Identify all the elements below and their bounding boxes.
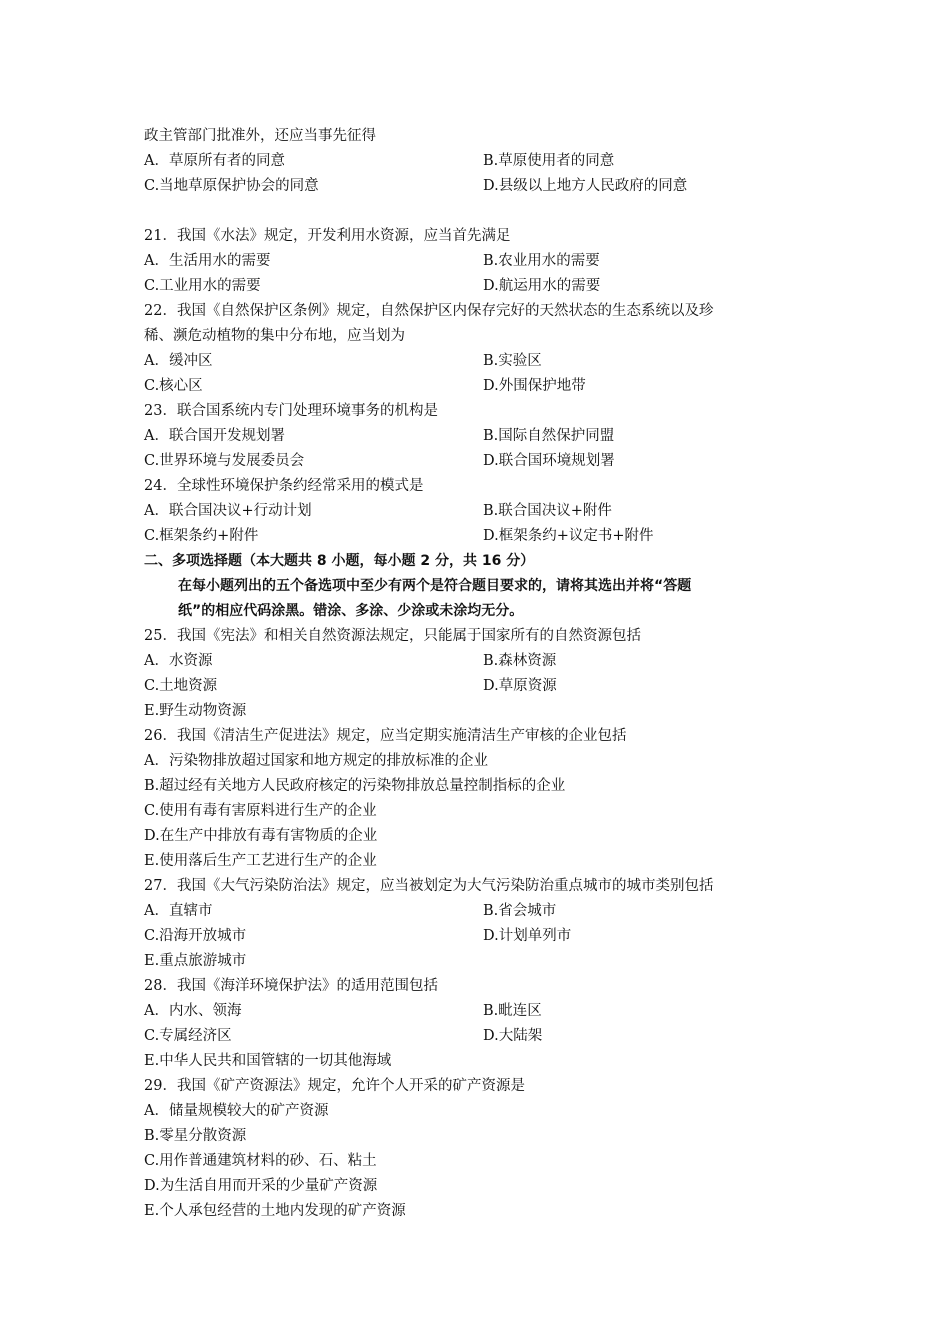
q29-option-c: C.用作普通建筑材料的砂、石、粘土 (144, 1153, 377, 1169)
section2-instruction-line2: 纸”的相应代码涂黑。错涂、多涂、少涂或未涂均无分。 (178, 603, 524, 619)
q22-stem-line2: 稀、濒危动植物的集中分布地，应当划为 (144, 328, 405, 344)
spacer (144, 199, 824, 224)
q20-options-row1 (144, 149, 824, 174)
q25-option-a: A．水资源 (144, 653, 213, 669)
q24-option-b: B.联合国决议+附件 (483, 503, 612, 519)
q23-option-d: D.联合国环境规划署 (483, 453, 615, 469)
q25-stem: 25．我国《宪法》和相关自然资源法规定，只能属于国家所有的自然资源包括 (144, 628, 641, 644)
q27-stem: 27．我国《大气污染防治法》规定，应当被划定为大气污染防治重点城市的城市类别包括 (144, 878, 714, 894)
q26-option-e: E.使用落后生产工艺进行生产的企业 (144, 853, 377, 869)
q25-option-b: B.森林资源 (483, 653, 557, 669)
q22-options-row1 (144, 349, 824, 374)
section2-heading: 二、多项选择题（本大题共 8 小题，每小题 2 分，共 16 分） (144, 553, 535, 569)
q20-option-d: D.县级以上地方人民政府的同意 (483, 178, 688, 194)
q29-option-d: D.为生活自用而开采的少量矿产资源 (144, 1178, 378, 1194)
q27-option-c: C.沿海开放城市 (144, 928, 247, 944)
q29-stem: 29．我国《矿产资源法》规定，允许个人开采的矿产资源是 (144, 1078, 525, 1094)
q24-stem: 24．全球性环境保护条约经常采用的模式是 (144, 478, 424, 494)
q27-options-row2 (144, 924, 824, 949)
q22-options-row2 (144, 374, 824, 399)
q25-options-row1 (144, 649, 824, 674)
q22-option-c: C.核心区 (144, 378, 203, 394)
q26-stem: 26．我国《清洁生产促进法》规定，应当定期实施清洁生产审核的企业包括 (144, 728, 627, 744)
q21-option-c: C.工业用水的需要 (144, 278, 261, 294)
q26-option-c: C.使用有毒有害原料进行生产的企业 (144, 803, 377, 819)
q21-stem: 21．我国《水法》规定，开发利用水资源，应当首先满足 (144, 228, 511, 244)
q23-stem: 23．联合国系统内专门处理环境事务的机构是 (144, 403, 438, 419)
q28-option-d: D.大陆架 (483, 1028, 543, 1044)
q28-option-e: E.中华人民共和国管辖的一切其他海域 (144, 1053, 392, 1069)
q27-options-row1 (144, 899, 824, 924)
q27-option-d: D.计划单列市 (483, 928, 572, 944)
q26-option-d: D.在生产中排放有毒有害物质的企业 (144, 828, 378, 844)
q27-option-b: B.省会城市 (483, 903, 557, 919)
q23-options-row1 (144, 424, 824, 449)
q20-option-b: B.草原使用者的同意 (483, 153, 615, 169)
q24-option-a: A．联合国决议+行动计划 (144, 503, 312, 519)
q28-stem: 28．我国《海洋环境保护法》的适用范围包括 (144, 978, 438, 994)
exam-content (144, 124, 824, 1224)
q23-options-row2 (144, 449, 824, 474)
q26-option-a: A．污染物排放超过国家和地方规定的排放标准的企业 (144, 753, 488, 769)
q24-option-d: D.框架条约+议定书+附件 (483, 528, 654, 544)
q27-option-a: A．直辖市 (144, 903, 213, 919)
section2-instruction-line1: 在每小题列出的五个备选项中至少有两个是符合题目要求的，请将其选出并将“答题 (178, 578, 692, 594)
q29-option-e: E.个人承包经营的土地内发现的矿产资源 (144, 1203, 406, 1219)
q21-option-a: A．生活用水的需要 (144, 253, 271, 269)
q24-options-row2 (144, 524, 824, 549)
q22-stem-line1: 22．我国《自然保护区条例》规定，自然保护区内保存完好的天然状态的生态系统以及珍 (144, 303, 714, 319)
q25-options-row2 (144, 674, 824, 699)
q25-option-e: E.野生动物资源 (144, 703, 247, 719)
q28-options-row1 (144, 999, 824, 1024)
q20-options-row2 (144, 174, 824, 199)
q23-option-a: A．联合国开发规划署 (144, 428, 285, 444)
q21-option-b: B.农业用水的需要 (483, 253, 600, 269)
q20-option-a: A．草原所有者的同意 (144, 153, 285, 169)
q28-option-a: A．内水、领海 (144, 1003, 242, 1019)
q25-option-c: C.土地资源 (144, 678, 218, 694)
q28-option-c: C.专属经济区 (144, 1028, 232, 1044)
q28-option-b: B.毗连区 (483, 1003, 542, 1019)
q20-stem-tail: 政主管部门批准外，还应当事先征得 (144, 128, 376, 144)
q23-option-b: B.国际自然保护同盟 (483, 428, 615, 444)
q25-option-d: D.草原资源 (483, 678, 557, 694)
q29-option-a: A．储量规模较大的矿产资源 (144, 1103, 329, 1119)
q22-option-b: B.实验区 (483, 353, 542, 369)
q21-options-row2 (144, 274, 824, 299)
q29-option-b: B.零星分散资源 (144, 1128, 247, 1144)
q24-option-c: C.框架条约+附件 (144, 528, 259, 544)
q28-options-row2 (144, 1024, 824, 1049)
q23-option-c: C.世界环境与发展委员会 (144, 453, 305, 469)
q24-options-row1 (144, 499, 824, 524)
q22-option-a: A．缓冲区 (144, 353, 213, 369)
q20-option-c: C.当地草原保护协会的同意 (144, 178, 319, 194)
q26-option-b: B.超过经有关地方人民政府核定的污染物排放总量控制指标的企业 (144, 778, 566, 794)
q21-options-row1 (144, 249, 824, 274)
q21-option-d: D.航运用水的需要 (483, 278, 601, 294)
q22-option-d: D.外围保护地带 (483, 378, 586, 394)
q27-option-e: E.重点旅游城市 (144, 953, 247, 969)
